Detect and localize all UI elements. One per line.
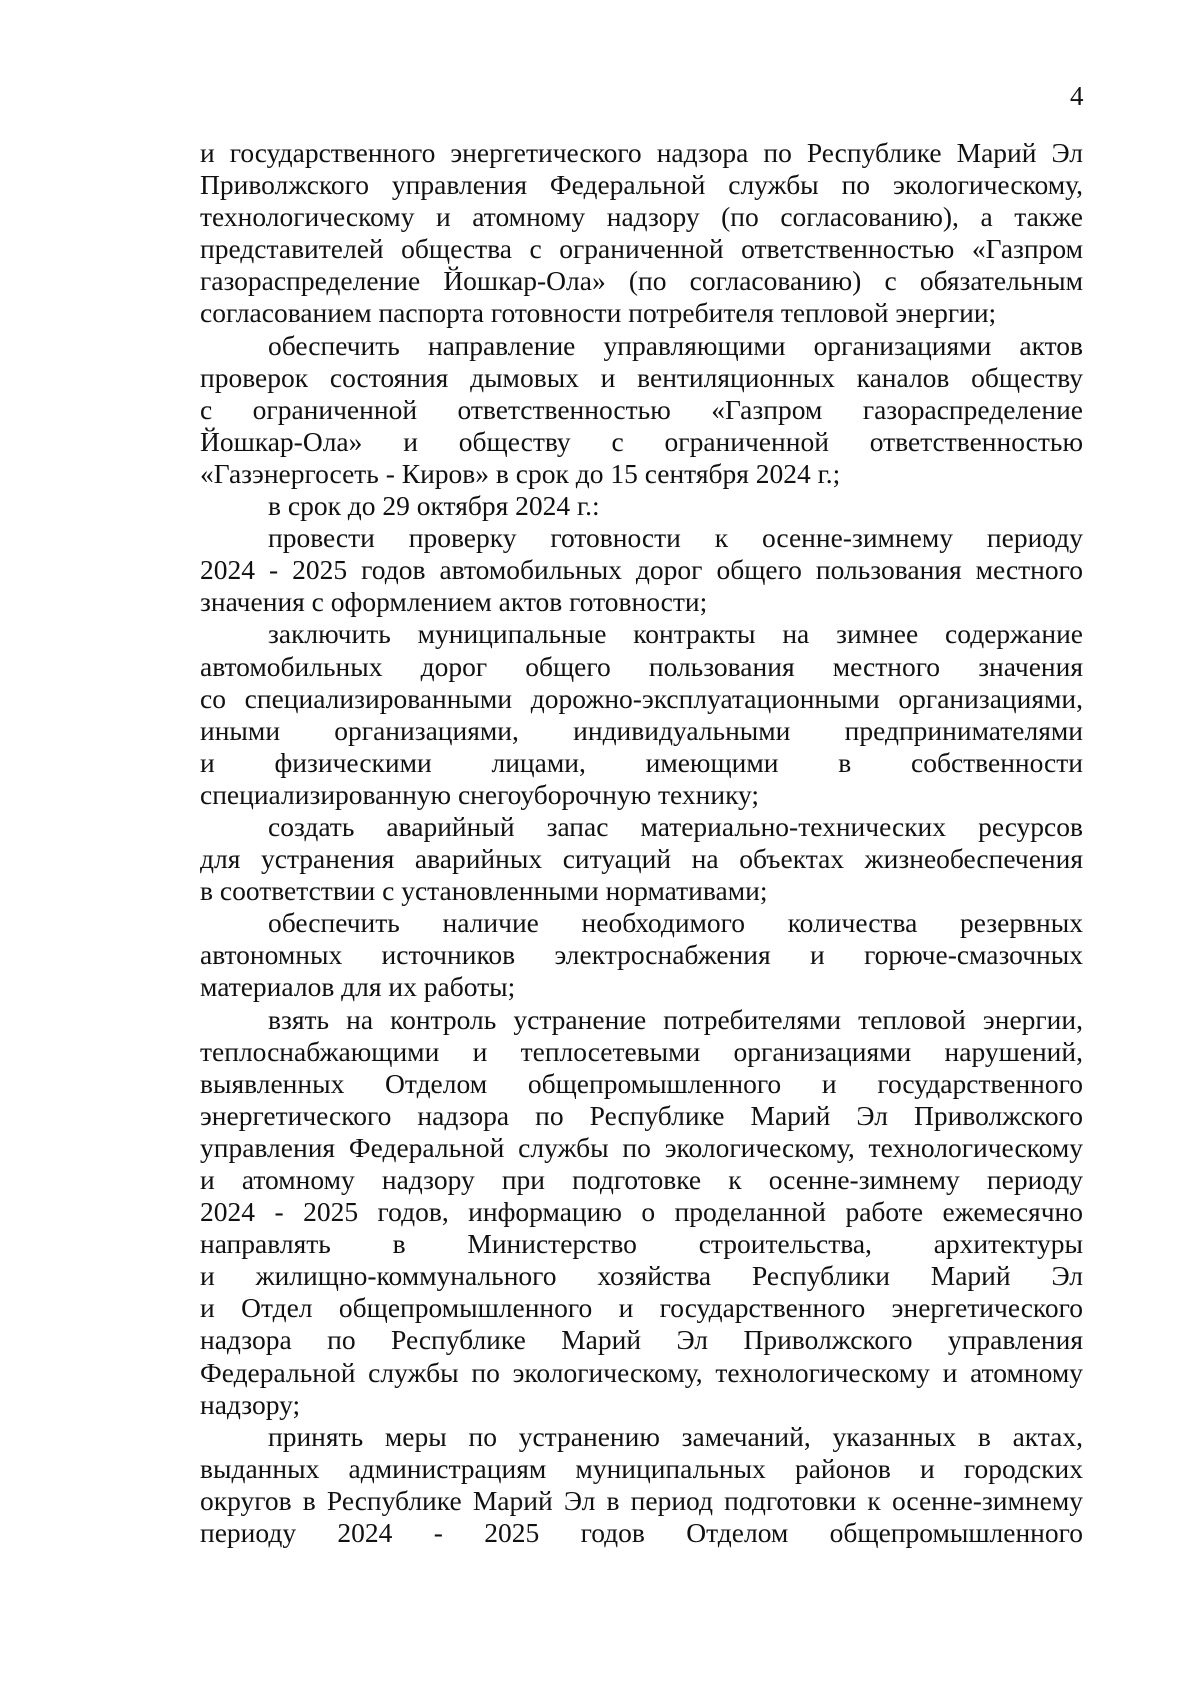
paragraph	[200, 137, 1083, 330]
text-line: обеспечить направление управляющими организациями актов	[268, 329, 1083, 361]
text-line: и атомному надзору при подготовке к осенне-зимнему периоду	[200, 1164, 1083, 1195]
text-line: Федеральной службы по экологическому, технологическому и атомному	[200, 1356, 1083, 1388]
text-line: газораспределение Йошкар-Ола» (по согласованию) с обязательным	[200, 265, 1083, 297]
text-line: выявленных Отделом общепромышленного и государственного	[200, 1067, 1083, 1099]
text-line: провести проверку готовности к осенне-зимнему периоду	[268, 522, 1083, 554]
text-line: надзору;	[200, 1388, 301, 1420]
paragraph	[200, 330, 1083, 490]
text-line: заключить муниципальные контракты на зимнее содержание	[268, 618, 1083, 650]
text-line: автомобильных дорог общего пользования местного значения	[200, 650, 1083, 682]
document-body	[200, 137, 1083, 1549]
text-line: выданных администрациям муниципальных районов и городских	[200, 1452, 1083, 1484]
paragraph	[200, 1004, 1083, 1421]
text-line: «Газэнергосеть - Киров» в срок до 15 сентября 2024 г.;	[200, 457, 841, 489]
paragraph	[200, 907, 1083, 1003]
text-line: значения с оформлением актов готовности;	[200, 586, 708, 618]
text-line: технологическому и атомному надзору (по согласованию), а также	[200, 201, 1083, 233]
text-line: теплоснабжающими и теплосетевыми организациями нарушений,	[200, 1035, 1083, 1067]
text-line: 2024 - 2025 годов, информацию о проделанной работе ежемесячно	[200, 1196, 1083, 1228]
text-line: в срок до 29 октября 2024 г.:	[268, 490, 600, 522]
text-line: обеспечить наличие необходимого количества резервных	[268, 907, 1083, 939]
text-line: проверок состояния дымовых и вентиляционных каналов обществу	[200, 361, 1083, 393]
page-number: 4	[1070, 81, 1084, 111]
text-line: Приволжского управления Федеральной службы по экологическому,	[200, 169, 1083, 201]
text-line: в соответствии с установленными нормативами;	[200, 875, 768, 907]
text-line: специализированную снегоуборочную технику;	[200, 778, 760, 810]
text-line: и Отдел общепромышленного и государственного энергетического	[200, 1292, 1083, 1324]
text-line: иными организациями, индивидуальными предпринимателями	[200, 714, 1083, 746]
text-line: автономных источников электроснабжения и горюче-смазочных	[200, 939, 1083, 971]
text-line: 2024 - 2025 годов автомобильных дорог общего пользования местного	[200, 554, 1083, 586]
paragraph	[200, 490, 1083, 522]
text-line: надзора по Республике Марий Эл Приволжского управления	[200, 1324, 1083, 1356]
text-line: представителей общества с ограниченной ответственностью «Газпром	[200, 233, 1083, 265]
text-line: согласованием паспорта готовности потребителя тепловой энергии;	[200, 297, 997, 329]
text-line: взять на контроль устранение потребителями тепловой энергии,	[268, 1003, 1083, 1035]
text-line: Йошкар-Ола» и обществу с ограниченной ответственностью	[200, 425, 1083, 457]
text-line: периоду 2024 - 2025 годов Отделом общепромышленного	[200, 1517, 1083, 1549]
paragraph	[200, 811, 1083, 907]
text-line: материалов для их работы;	[200, 971, 516, 1003]
text-line: со специализированными дорожно-эксплуатационными организациями,	[200, 682, 1083, 714]
paragraph	[200, 522, 1083, 618]
text-line: и жилищно-коммунального хозяйства Республики Марий Эл	[200, 1260, 1083, 1292]
text-line: и физическими лицами, имеющими в собственности	[200, 746, 1083, 778]
paragraph	[200, 1421, 1083, 1549]
paragraph	[200, 618, 1083, 811]
text-line: принять меры по устранению замечаний, указанных в актах,	[268, 1420, 1083, 1452]
text-line: округов в Республике Марий Эл в период подготовки к осенне-зимнему	[200, 1484, 1083, 1516]
text-line: управления Федеральной службы по экологическому, технологическому	[200, 1131, 1083, 1163]
text-line: энергетического надзора по Республике Марий Эл Приволжского	[200, 1099, 1083, 1131]
text-line: с ограниченной ответственностью «Газпром газораспределение	[200, 393, 1083, 425]
text-line: направлять в Министерство строительства, архитектуры	[200, 1228, 1083, 1260]
text-line: создать аварийный запас материально-технических ресурсов	[268, 810, 1083, 842]
text-line: и государственного энергетического надзора по Республике Марий Эл	[200, 137, 1083, 168]
text-line: для устранения аварийных ситуаций на объектах жизнеобеспечения	[200, 843, 1083, 875]
